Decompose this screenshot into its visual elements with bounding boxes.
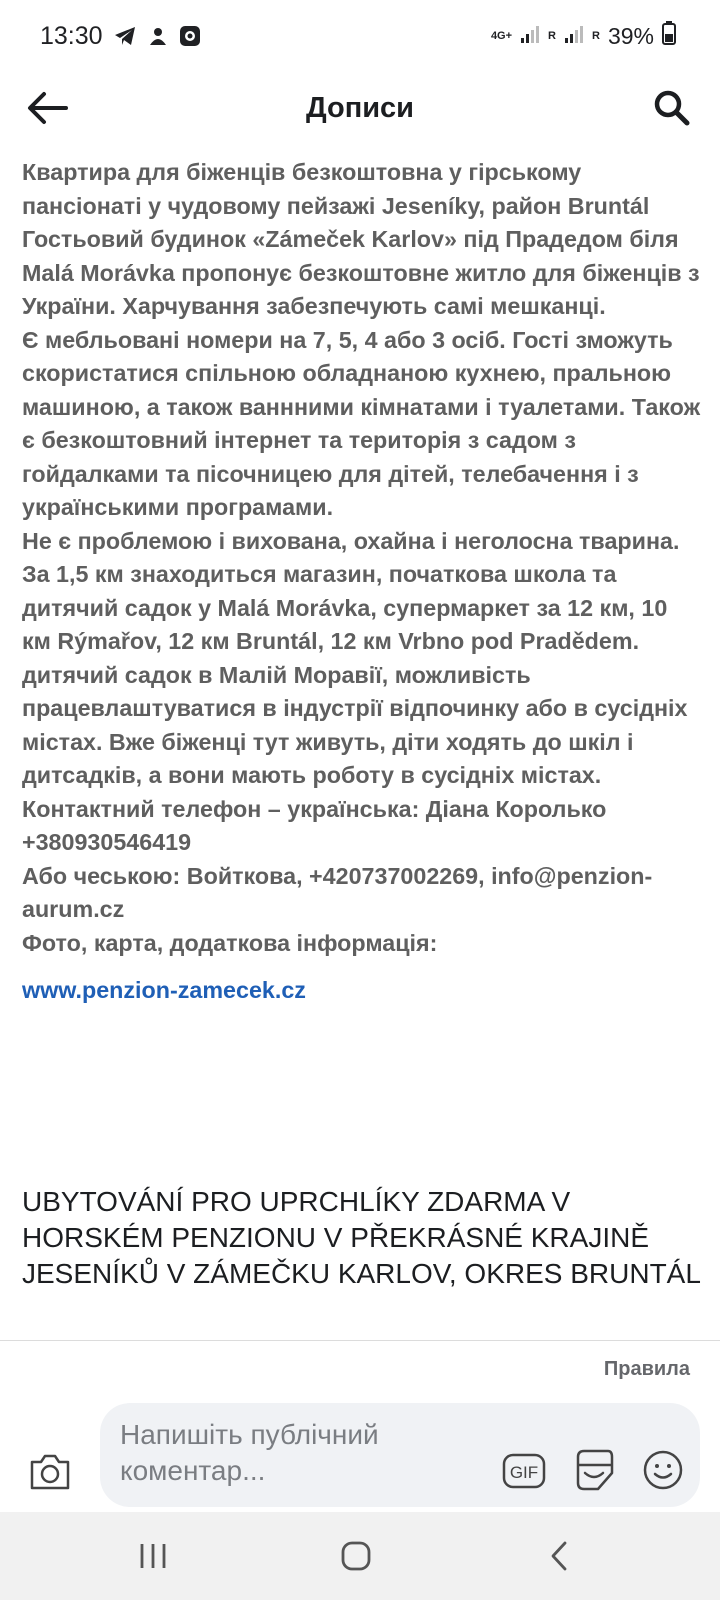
gif-label: GIF: [509, 1463, 539, 1482]
status-bar: [0, 0, 720, 72]
sticker-button[interactable]: [572, 1447, 616, 1493]
link-preview-title[interactable]: UBYTOVÁNÍ PRO UPRCHLÍKY ZDARMA V HORSKÉM PENZIONU V PŘEKRÁSNÉ KRAJINĚ JESENÍKŮ V ZÁMEČKU KARLOV, OKRES BRUNTÁL: [22, 1186, 701, 1289]
gif-icon: [502, 1453, 546, 1489]
status-time: 13:30: [40, 21, 103, 50]
rules-link[interactable]: Правила: [603, 1358, 690, 1380]
website-link[interactable]: www.penzion-zamecek.cz: [22, 977, 306, 1003]
signal-icon: [564, 23, 584, 50]
sticker-icon: [572, 1447, 616, 1493]
notification-app-icon: [147, 25, 169, 47]
network-type: 4G+: [490, 29, 513, 42]
divider: [0, 1340, 720, 1341]
emoji-button[interactable]: [642, 1449, 684, 1491]
gif-button[interactable]: [502, 1453, 546, 1489]
top-app-bar: [0, 72, 720, 144]
signal-icon: [520, 23, 540, 50]
comment-placeholder: Напишіть публічний коментар...: [120, 1419, 379, 1486]
camera-button[interactable]: [28, 1452, 72, 1492]
status-right: [491, 21, 676, 51]
telegram-icon: [113, 25, 137, 47]
sim-roaming-label: R: [548, 29, 556, 42]
post-paragraph: дитячий садок в Малій Моравії, можливість працевлаштуватися в індустрії відпочинку або в сусідніх містах. Вже біженці тут живуть, діти ходять до шкіл і дитсадків, а вони мають роботу в сусідніх містах.: [22, 661, 688, 788]
battery-icon: [662, 21, 676, 51]
comment-input[interactable]: [100, 1403, 700, 1507]
post-paragraph: Квартира для біженців безкоштовна у гірському пансіонаті у чудовому пейзажі Jeseníky, район Bruntál Гостьовий будинок «Zámeček Karlov» під Прадедом біля Malá Morávka пропонує безкоштовне житло для біженців з України. Харчування забезпечують самі мешканці.: [22, 159, 700, 319]
post-paragraph: Фото, карта, додаткова інформація:: [22, 929, 438, 956]
battery-percent: 39%: [607, 22, 654, 49]
search-icon: [652, 88, 692, 128]
home-button[interactable]: [340, 1540, 372, 1577]
page-title: Дописи: [305, 91, 415, 124]
system-navigation-bar: [0, 1512, 720, 1600]
camera-icon: [28, 1452, 72, 1492]
post-paragraph: За 1,5 км знаходиться магазин, початкова школа та дитячий садок у Malá Morávka, супермаркет за 12 км, 10 км Rýmařov, 12 км Bruntál, 12 км Vrbno pod Pradědem.: [22, 561, 668, 654]
tiktok-icon: [179, 25, 201, 47]
recent-apps-button[interactable]: [138, 1542, 168, 1575]
sim-roaming-label: R: [592, 29, 600, 42]
post-paragraph: Не є проблемою і вихована, охайна і неголосна тварина.: [22, 527, 680, 554]
chevron-left-icon: [548, 1540, 570, 1572]
recent-apps-icon: [138, 1542, 168, 1570]
post-text: [22, 156, 702, 1008]
search-button[interactable]: [652, 88, 692, 128]
post-paragraph: Або чеською: Войткова, +420737002269, info@penzion-aurum.cz: [22, 862, 653, 922]
home-icon: [340, 1540, 372, 1572]
status-left: [40, 22, 201, 51]
system-back-button[interactable]: [548, 1540, 570, 1577]
arrow-left-icon: [26, 90, 70, 126]
post-paragraph: Є мебльовані номери на 7, 5, 4 або 3 осіб. Гості зможуть скористатися спільною обладнаною кухнею, пральною машиною, а також ваннними кімнатами і туалетами. Також є безкоштовний інтернет та територія з садом з гойдалками та пісочницею для дітей, телебачення і з українськими програмами.: [22, 326, 701, 520]
emoji-icon: [642, 1449, 684, 1491]
post-paragraph: Контактний телефон – українська: Діана Королько +380930546419: [22, 795, 607, 855]
back-button[interactable]: [26, 90, 70, 126]
